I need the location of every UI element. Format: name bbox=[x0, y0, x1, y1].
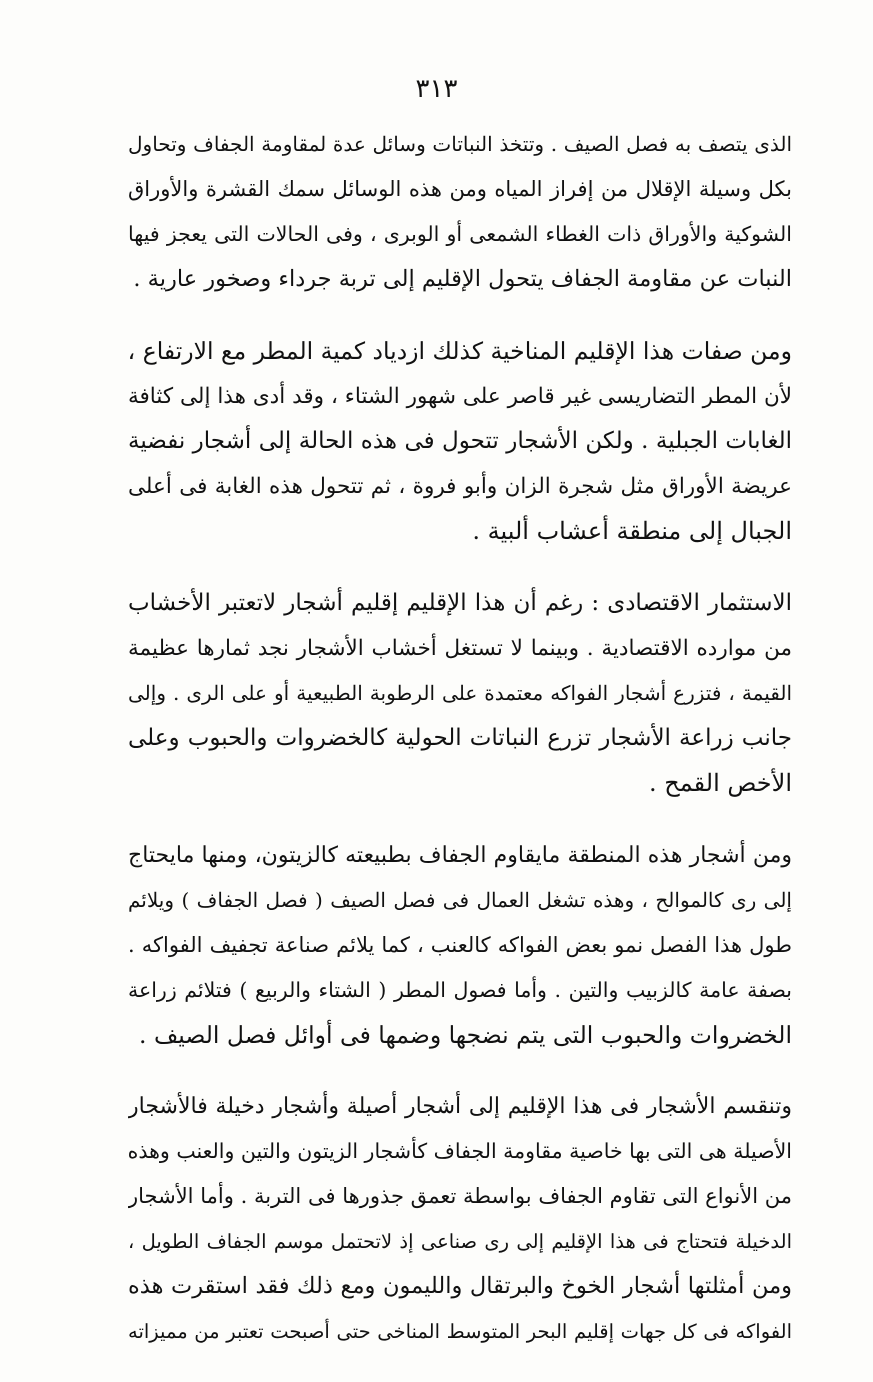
text-line: بكل وسيلة الإقلال من إفراز المياه ومن هذه الوسائل سمك القشرة والأوراق bbox=[128, 177, 792, 201]
text-line: بصفة عامة كالزبيب والتين . وأما فصول المطر ( الشتاء والربيع ) فتلائم زراعة bbox=[128, 978, 792, 1002]
paragraph-3 bbox=[128, 581, 792, 806]
text-line: الخضروات والحبوب التى يتم نضجها وضمها فى أوائل فصل الصيف . bbox=[139, 1021, 792, 1049]
text-line: الأصيلة هى التى بها خاصية مقاومة الجفاف كأشجار الزيتون والتين والعنب وهذه bbox=[128, 1139, 792, 1163]
text-line: عريضة الأوراق مثل شجرة الزان وأبو فروة ، ثم تتحول هذه الغابة فى أعلى bbox=[128, 474, 792, 499]
text-line: طول هذا الفصل نمو بعض الفواكه كالعنب ، كما يلائم صناعة تجفيف الفواكه . bbox=[128, 933, 792, 957]
paragraph-spacer bbox=[128, 554, 792, 581]
text-line: إلى رى كالموالح ، وهذه تشغل العمال فى فصل الصيف ( فصل الجفاف ) ويلائم bbox=[128, 888, 792, 912]
text-line: الدخيلة فتحتاج فى هذا الإقليم إلى رى صناعى إذ لاتحتمل موسم الجفاف الطويل ، bbox=[128, 1230, 792, 1253]
text-line: الشوكية والأوراق ذات الغطاء الشمعى أو الوبرى ، وفى الحالات التى يعجز فيها bbox=[128, 222, 792, 246]
paragraph-spacer bbox=[128, 1058, 792, 1084]
text-line: لأن المطر التضاريسى غير قاصر على شهور الشتاء ، وقد أدى هذا إلى كثافة bbox=[128, 384, 792, 409]
paragraph-4 bbox=[128, 833, 792, 1058]
text-line: الفواكه فى كل جهات إقليم البحر المتوسط المناخى حتى أصبحت تعتبر من مميزاته bbox=[128, 1320, 792, 1343]
paragraph-spacer bbox=[128, 302, 792, 329]
text-line: الغابات الجبلية . ولكن الأشجار تتحول فى هذه الحالة إلى أشجار نفضية bbox=[128, 428, 792, 454]
body-text bbox=[128, 122, 792, 1354]
text-line: الاستثمار الاقتصادى : رغم أن هذا الإقليم إقليم أشجار لاتعتبر الأخشاب bbox=[128, 590, 792, 616]
text-line: جانب زراعة الأشجار تزرع النباتات الحولية كالخضروات والحبوب وعلى bbox=[128, 725, 792, 751]
text-line: ومن صفات هذا الإقليم المناخية كذلك ازدياد كمية المطر مع الارتفاع ، bbox=[128, 337, 792, 365]
text-line: من الأنواع التى تقاوم الجفاف بواسطة تعمق جذورها فى التربة . وأما الأشجار bbox=[128, 1184, 792, 1208]
text-line: القيمة ، فتزرع أشجار الفواكه معتمدة على الرطوبة الطبيعية أو على الرى . وإلى bbox=[128, 681, 792, 705]
paragraph-spacer bbox=[128, 806, 792, 833]
paragraph-5 bbox=[128, 1084, 792, 1354]
page-number: ٣١٣ bbox=[415, 74, 458, 104]
paragraph-1 bbox=[128, 122, 792, 302]
text-line: ومن أشجار هذه المنطقة مايقاوم الجفاف بطبيعته كالزيتون، ومنها مايحتاج bbox=[128, 843, 792, 868]
text-line: النبات عن مقاومة الجفاف يتحول الإقليم إلى تربة جرداء وصخور عارية . bbox=[133, 266, 792, 292]
text-line: من موارده الاقتصادية . وبينما لا تستغل أخشاب الأشجار نجد ثمارها عظيمة bbox=[128, 636, 792, 661]
text-line: ومن أمثلتها أشجار الخوخ والبرتقال والليمون ومع ذلك فقد استقرت هذه bbox=[128, 1273, 792, 1299]
paragraph-2 bbox=[128, 329, 792, 554]
text-line: الذى يتصف به فصل الصيف . وتتخذ النباتات وسائل عدة لمقاومة الجفاف وتحاول bbox=[128, 132, 792, 156]
text-line: وتنقسم الأشجار فى هذا الإقليم إلى أشجار أصيلة وأشجار دخيلة فالأشجار bbox=[128, 1094, 792, 1119]
text-line: الأخص القمح . bbox=[649, 769, 792, 797]
text-line: الجبال إلى منطقة أعشاب ألبية . bbox=[472, 517, 792, 545]
